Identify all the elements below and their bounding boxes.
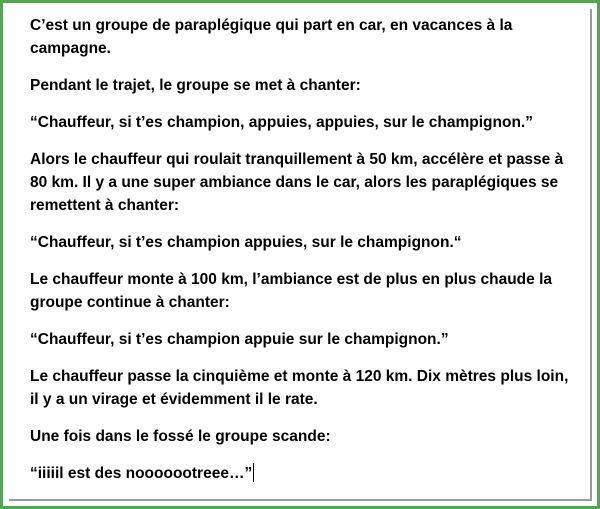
paragraph-100km: Le chauffeur monte à 100 km, l’ambiance est de plus en plus chaude la groupe continue à chanter:	[30, 271, 552, 311]
paragraph-virage: Le chauffeur passe la cinquième et monte à 120 km. Dix mètres plus loin, il y a un virage et évidemment il le rate.	[30, 368, 569, 408]
paragraph-chant-3: “Chauffeur, si t’es champion appuie sur le champignon.”	[30, 331, 449, 348]
paragraph-intro: C’est un groupe de paraplégique qui part en car, en vacances à la campagne.	[30, 17, 513, 57]
paragraph-fosse: Une fois dans le fossé le groupe scande:	[30, 428, 331, 445]
paragraph-accelere: Alors le chauffeur qui roulait tranquillement à 50 km, accélère et passe à 80 km. Il y a une super ambiance dans le car, alors les paraplégiques se remettent à chanter:	[30, 151, 564, 214]
text-cursor	[253, 463, 254, 482]
paragraph-chute	[30, 462, 578, 485]
paragraph-chant-1: “Chauffeur, si t’es champion, appuies, appuies, sur le champignon.”	[30, 114, 533, 131]
paragraph-chant-2: “Chauffeur, si t’es champion appuies, sur le champignon.“	[30, 234, 462, 251]
document-body[interactable]	[30, 14, 578, 499]
punchline-text: “iiiiil est des nooooootreee…”	[30, 465, 253, 482]
paragraph-trajet: Pendant le trajet, le groupe se met à chanter:	[30, 77, 361, 94]
